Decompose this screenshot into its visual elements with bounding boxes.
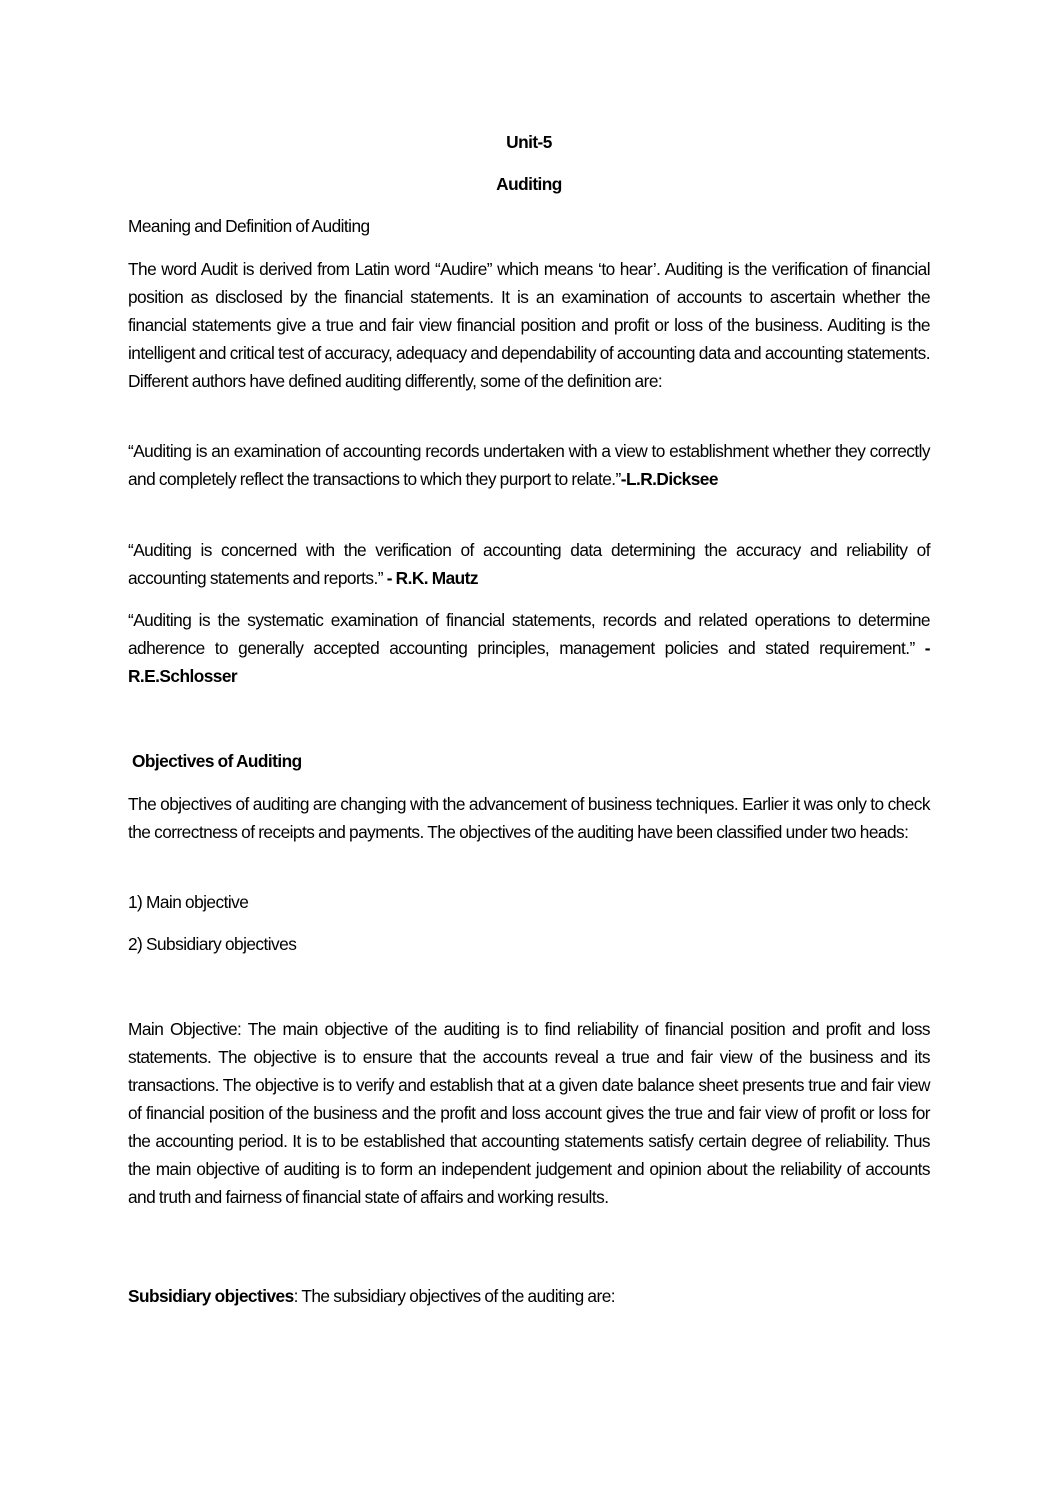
definition-author: -L.R.Dicksee [620,469,718,489]
definition-schlosser [128,606,930,690]
subsidiary-text: : The subsidiary objectives of the auditing are: [293,1286,616,1306]
definition-author: - R.K. Mautz [386,568,478,588]
objectives-intro-paragraph: The objectives of auditing are changing with the advancement of business techniques. Earlier it was only to check the correctness of receipts and payments. The objectives of the auditing have been classified under two heads: [128,794,930,842]
definition-quote: “Auditing is concerned with the verification of accounting data determining the accuracy and reliability of accounting statements and reports.” [128,540,930,588]
main-objective-paragraph: Main Objective: The main objective of the auditing is to find reliability of financial position and profit and loss statements. The objective is to ensure that the accounts reveal a true and fair view of the business and its transactions. The objective is to verify and establish that at a given date balance sheet presents true and fair view of financial position of the business and the profit and loss account gives the true and fair view of profit or loss for the accounting period. It is to be established that accounting statements satisfy certain degree of reliability. Thus the main objective of auditing is to form an independent judgement and opinion about the reliability of accounts and truth and fairness of financial state of affairs and working results. [128,1019,930,1207]
objective-list-item: 1) Main objective [128,892,249,912]
unit-title: Unit-5 [506,132,552,152]
subject-title: Auditing [496,174,562,194]
definition-author: -R.E.Schlosser [128,638,930,686]
definition-quote: “Auditing is an examination of accounting records undertaken with a view to establishment whether they correctly and completely reflect the transactions to which they purport to relate.” [128,441,930,489]
section-heading-objectives: Objectives of Auditing [132,751,302,771]
section-heading-meaning: Meaning and Definition of Auditing [128,216,370,236]
subsidiary-objectives-line [128,1282,930,1310]
objective-list-item: 2) Subsidiary objectives [128,934,297,954]
subsidiary-label: Subsidiary objectives [128,1286,294,1306]
definition-dicksee [128,437,930,493]
definition-mautz [128,536,930,592]
intro-paragraph: The word Audit is derived from Latin word “Audire” which means ‘to hear’. Auditing is the verification of financial position as disclosed by the financial statements. It is an examination of accounts to ascertain whether the financial statements give a true and fair view financial position and profit or loss of the business. Auditing is the intelligent and critical test of accuracy, adequacy and dependability of accounting data and accounting statements. Different authors have defined auditing differently, some of the definition are: [128,259,930,391]
definition-quote: “Auditing is the systematic examination of financial statements, records and related operations to determine adherence to generally accepted accounting principles, management policies and stated requirement.” [128,610,930,658]
